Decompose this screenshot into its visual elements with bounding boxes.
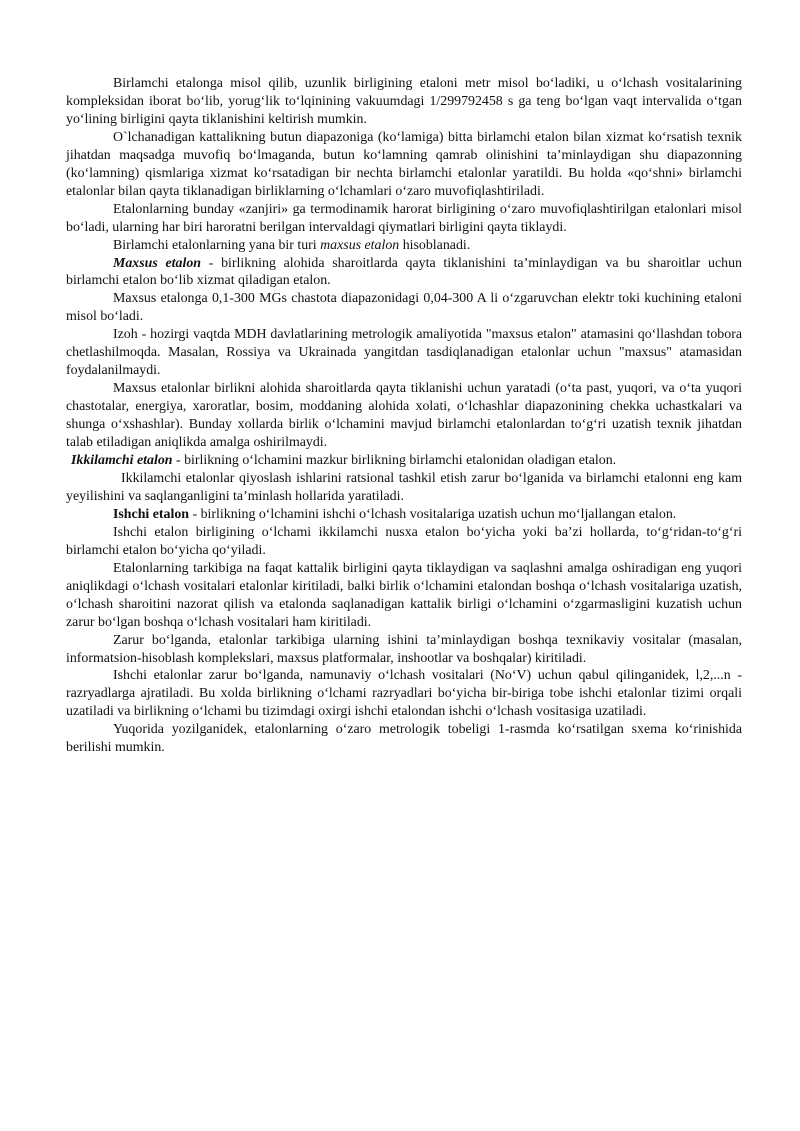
term-maxsus-etalon: maxsus etalon — [320, 237, 400, 253]
paragraph-7-note: Izoh - hozirgi vaqtda MDH davlatlarining metrologik amaliyotida "maxsus etalon" atamasini qo‘llashdan tobora chetlashilmoqda. Masalan, Rossiya va Ukrainada yangitdan tasdiqlanadigan etalonlar uchun "maxsus" atamasidan foydalanilmaydi. — [66, 327, 742, 379]
p4-tail: hisoblanadi. — [399, 237, 471, 253]
paragraph-14: Zarur bo‘lganda, etalonlar tarkibiga ularning ishini ta’minlaydigan boshqa texnikaviy vositalar (masalan, informatsion-hisoblash komplekslari, maxsus platformalar, inshootlar va boshqalar) kiritiladi. — [66, 632, 742, 666]
paragraph-9 — [66, 452, 742, 470]
paragraph-13: Etalonlarning tarkibiga na faqat kattalik birligini qayta tiklaydigan va saqlashni amalga oshiradigan eng yuqori aniqlikdagi o‘lchash vositalari etalonlar kiritiladi, balki birlik o‘lchamini etalondan boshqa o‘lchash vositalariga uzatish, o‘lchash sharoitini nazorat qilish va etalonda saqlanadigan kattalik birligi o‘lchamini o‘zgarmasligini kuzatish uchun zarur bo‘lgan boshqa o‘lchash vositalari ham kiritiladi. — [66, 560, 742, 630]
term-maxsus-etalon-def: Maxsus etalon — [113, 255, 202, 271]
paragraph-4 — [66, 237, 742, 255]
paragraph-6: Maxsus etalonga 0,1-300 MGs chastota diapazonidagi 0,04-300 A li o‘zgaruvchan elektr toki kuchining etaloni misol bo‘ladi. — [66, 291, 742, 325]
paragraph-1: Birlamchi etalonga misol qilib, uzunlik birligining etaloni metr misol bo‘ladiki, u o‘lchash vositalarining kompleksidan iborat bo‘lib, yorug‘lik to‘lqinining vakuumdagi 1/299792458 s ga teng bo‘lgan vaqt intervalida o‘tgan yo‘lining birligini qayta tiklanishini keltirish mumkin. — [66, 76, 742, 127]
paragraph-15: Ishchi etalonlar zarur bo‘lganda, namunaviy o‘lchash vositalari (No‘V) uchun qabul qilinganidek, l,2,...n - razryadlarga ajratiladi. Bu xolda birlikning o‘lchami razryadlari bo‘yicha bir-biriga tobe ishchi etalonlar tizimi orqali uzatiladi va birlikning o‘lchami bu tizimdagi oxirgi ishchi etalondan ishchi o‘lchash vositasiga uzatiladi. — [66, 668, 742, 720]
p4-text: Birlamchi etalonlarning yana bir turi — [113, 237, 321, 253]
paragraph-3: Etalonlarning bunday «zanjiri» ga termodinamik harorat birligining o‘zaro muvofiqlashtirilgan etalonlari misol bo‘ladi, ularning har biri haroratni berilgan intervaldagi qiymatlari birligini qayta tiklaydi. — [66, 201, 742, 235]
term-ishchi-etalon: Ishchi etalon — [113, 506, 190, 522]
paragraph-8: Maxsus etalonlar birlikni alohida sharoitlarda qayta tiklanishi uchun yaratadi (o‘ta past, yuqori, va o‘ta yuqori chastotalar, energiya, xaroratlar, bosim, moddaning alohida xolati, o‘lchashlar diapazonining chekka uchastkalari va shunga o‘xshashlar). Bunday xollarda birlik o‘lchamini mavjud birlamchi etalonlardan to‘g‘ri uzatish texnik jihatdan talab etiladigan aniqlikda amalga oshirilmaydi. — [66, 381, 742, 451]
paragraph-12: Ishchi etalon birligining o‘lchami ikkilamchi nusxa etalon bo‘yicha yoki ba’zi hollarda, to‘g‘ridan-to‘g‘ri birlamchi etalon bo‘yicha qo‘yiladi. — [66, 524, 742, 558]
paragraph-5 — [66, 255, 742, 291]
document-page — [66, 75, 742, 757]
paragraph-2: O`lchanadigan kattalikning butun diapazoniga (ko‘lamiga) bitta birlamchi etalon bilan xizmat ko‘rsatish texnik jihatdan maqsadga muvofiq bo‘lmaganda, butun ko‘lamning qamrab olinishini ta’minlaydigan shu diapazonning (ko‘lamning) qismlariga xizmat ko‘rsatadigan bir nechta birlamchi etalonlar yaratildi. Bu holda «qo‘shni» birlamchi etalonlar bilan qayta tiklanadigan birliklarning o‘lchamlari o‘zaro muvofiqlashtiriladi. — [66, 129, 742, 199]
paragraph-11 — [66, 506, 742, 524]
paragraph-16: Yuqorida yozilganidek, etalonlarning o‘zaro metrologik tobeligi 1-rasmda ko‘rsatilgan sxema ko‘rinishida berilishi mumkin. — [66, 722, 742, 756]
p9-text: - birlikning o‘lchamini mazkur birlikning birlamchi etalonidan oladigan etalon. — [172, 453, 617, 469]
p11-text: - birlikning o‘lchamini ishchi o‘lchash vositalariga uzatish uchun mo‘ljallangan etalon. — [189, 506, 677, 522]
p5-text: - birlikning alohida sharoitlarda qayta tiklanishini ta’minlaydigan va bu sharoitlar uchun birlamchi etalon bo‘lib xizmat qiladigan etalon. — [66, 255, 742, 289]
term-ikkilamchi-etalon: Ikkilamchi etalon — [71, 453, 173, 469]
paragraph-10: Ikkilamchi etalonlar qiyoslash ishlarini ratsional tashkil etish zarur bo‘lganida va birlamchi etalonni eng kam yeyilishini va saqlanganligini ta’minlash hollarida yaratiladi. — [66, 470, 742, 504]
